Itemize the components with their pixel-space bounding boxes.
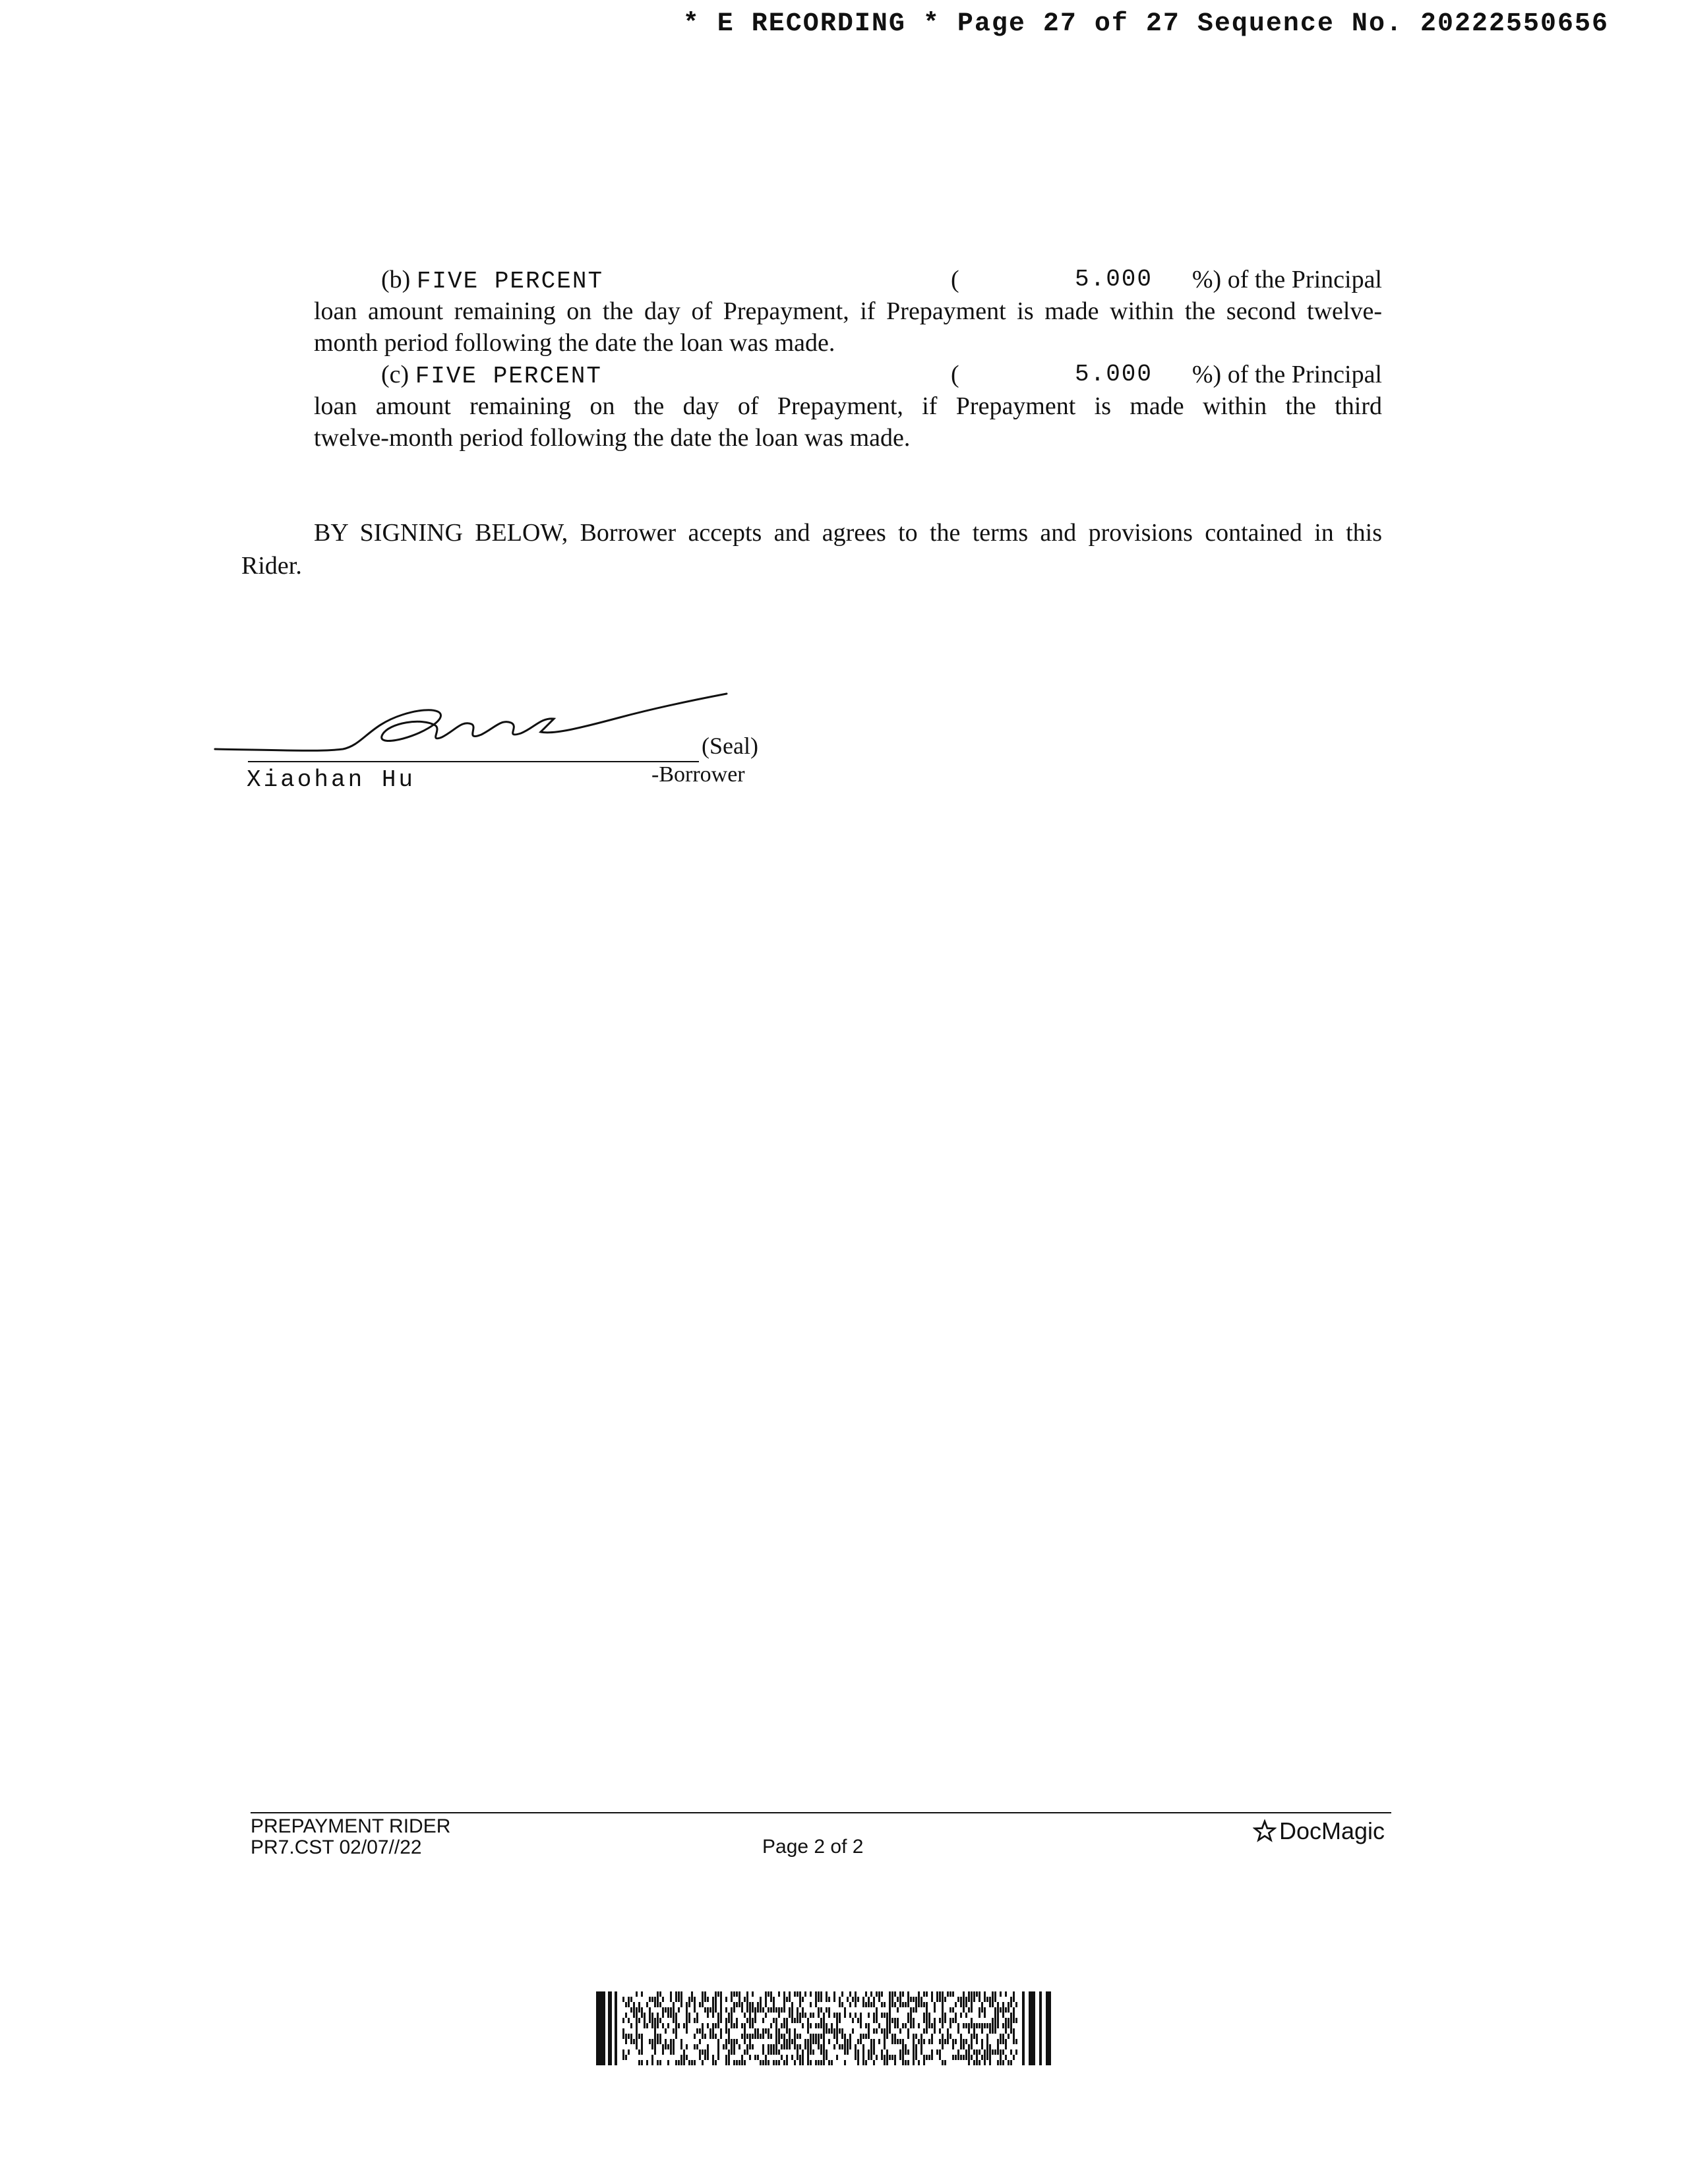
star-outline-icon (1253, 1819, 1277, 1843)
clause-b-amount-value: 5.000 (1075, 266, 1153, 293)
recording-stamp: * E RECORDING * Page 27 of 27 Sequence No. 20222550656 (682, 9, 1609, 39)
clause-b-label: (b) (381, 266, 411, 293)
clause-c-tail: %) of the Principal (1191, 361, 1382, 388)
clause-c-amount-value: 5.000 (1075, 361, 1153, 388)
clause-b-open-paren: ( (951, 266, 959, 293)
footer-form-title: PREPAYMENT RIDER (251, 1815, 451, 1837)
clause-c-label: (c) (381, 361, 409, 388)
clause-c-line3: twelve-month period following the date the loan was made. (314, 424, 911, 452)
clause-c-line2: loan amount remaining on the day of Prepayment, if Prepayment is made within the third (314, 392, 1382, 420)
seal-label: (Seal) (702, 733, 758, 759)
clause-c-amount-words: FIVE PERCENT (415, 363, 602, 390)
docmagic-brand: DocMagic (1279, 1817, 1385, 1844)
signing-statement-line1: BY SIGNING BELOW, Borrower accepts and agrees to the terms and provisions contained in this (314, 519, 1382, 547)
signature-line (248, 761, 699, 762)
footer-form-info (251, 1816, 450, 1858)
clause-c-open-paren: ( (951, 361, 959, 388)
document-barcode (596, 1991, 1054, 2065)
clause-b-tail: %) of the Principal (1191, 266, 1382, 293)
borrower-name: Xiaohan Hu (247, 766, 416, 793)
signing-statement-line2: Rider. (241, 552, 302, 580)
clause-b-amount-words: FIVE PERCENT (416, 268, 604, 295)
footer-rule (251, 1812, 1391, 1813)
borrower-role: -Borrower (651, 762, 745, 787)
clause-b-line2: loan amount remaining on the day of Prepayment, if Prepayment is made within the second twelve- (314, 297, 1382, 325)
footer-page-number: Page 2 of 2 (762, 1836, 864, 1858)
footer-form-code: PR7.CST 02/07//22 (251, 1836, 422, 1858)
clause-b-row (381, 264, 1382, 295)
clause-b-line3: month period following the date the loan was made. (314, 329, 835, 357)
docmagic-logo (1253, 1817, 1385, 1845)
clause-c-row (381, 359, 1382, 390)
